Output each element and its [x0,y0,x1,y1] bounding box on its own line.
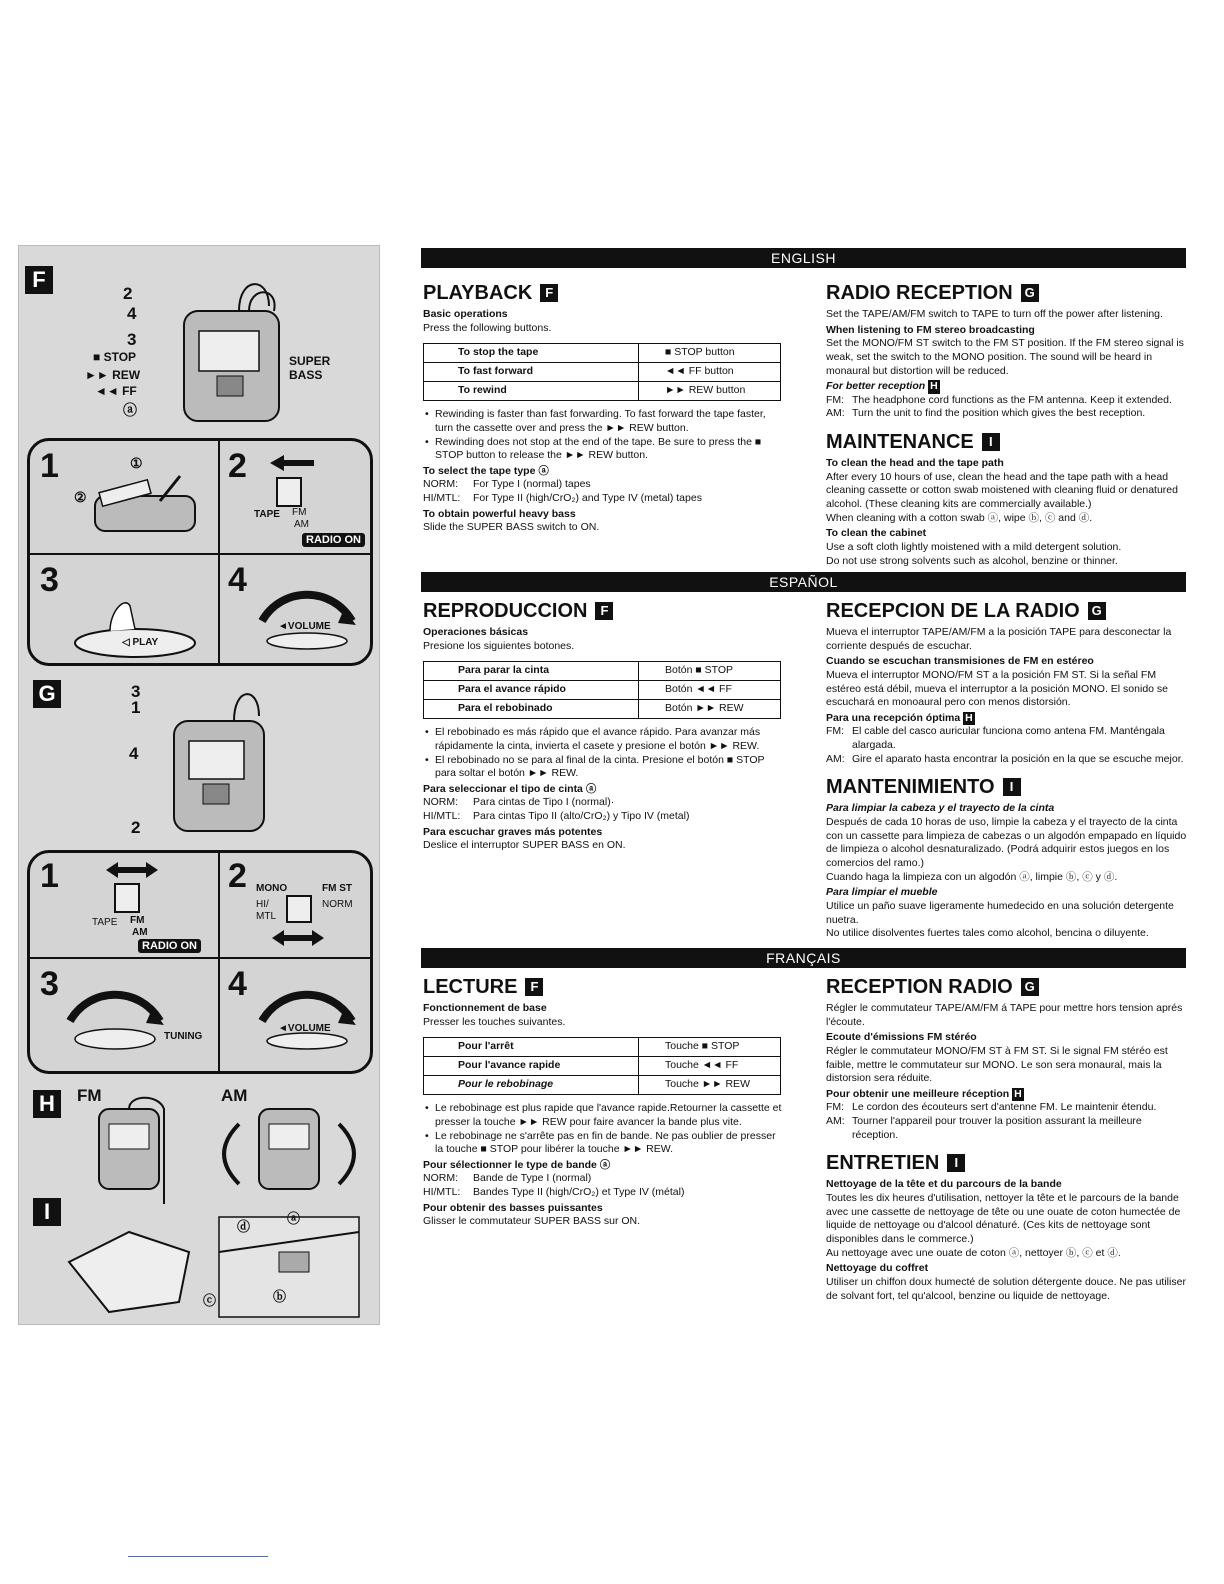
francais-playback: LECTURE F Fonctionnement de base Presser les touches suivantes. Pour l'arrêt Touche ■ STOP Pour l'avance rapide Touche ◄◄ FF Pour le rebobinage Touche ►► REW • Le rebobinage est plus rapide que l'avance rapide.Retourner la cassette et presser la touche ►► REW pour faire avancer la bande plus vite. • Le rebobinage ne s'arrête pas en fin de bande. Ne pas oublier de presser la touche ■ STOP pour libérer la touche ►► REW. Pour sélectionner le type de bande ⓐ NORM: Bande de Type I (normal) HI/MTL: Bandes Type II (high/CrO₂) et Type IV (métal) Pour obtenir des basses puissantes Glisser le commutateur SUPER BASS sur ON. [423,974,785,1229]
callout-3: 3 [127,330,137,349]
badge-g-icon: G [1021,284,1039,302]
figure-g-steps [27,850,373,1074]
radio-on-badge: RADIO ON [302,533,365,547]
table-row: Pour l'avance rapide Touche ◄◄ FF [424,1057,781,1076]
list-item: • Rewinding does not stop at the end of the tape. Be sure to press the ■ STOP button to release the ►► REW button. [423,436,785,463]
figure-f-badge: F [25,266,53,294]
bass-heading: To obtain powerful heavy bass [423,507,576,520]
figure-h-badge: H [33,1090,61,1118]
callout-4: 4 [127,304,137,323]
cassette-player-illustration [169,276,299,426]
am-label: AM [294,519,309,530]
callout-ff: ◄◄ FF [95,384,137,398]
list-item: • El rebobinado es más rápido que el avance rápido. Para avanzar más rápidamente la cinta, invierta el casete y presione el botón ►► REW. [423,726,785,753]
table-row: Para parar la cinta Botón ■ STOP [424,662,781,681]
table-row: Para el avance rápido Botón ◄◄ FF [424,681,781,700]
select-tape-heading: To select the tape type ⓐ [423,464,549,477]
play-button-illustration [70,591,200,661]
table-row: Para el rebobinado Botón ►► REW [424,700,781,719]
buttons-table [423,343,781,401]
basic-operations-heading: Basic operations [423,308,508,320]
g-switch-icon [114,883,140,913]
g-callout-2: 2 [131,818,141,837]
table-row: Pour le rebobinage Touche ►► REW [424,1076,781,1095]
espanol-playback: REPRODUCCION F Operaciones básicas Presione los siguientes botones. Para parar la cinta Botón ■ STOP Para el avance rápido Botón ◄◄ FF Para el rebobinado Botón ►► REW • El rebobinado es más rápido que el avance rápido. Para avanzar más rápidamente la cinta, invierta el casete y presione el botón ►► REW. • El rebobinado no se para al final de la cinta. Presione el botón ■ STOP para soltar el botón ►► REW. Para seleccionar el tipo de cinta ⓐ NORM: Para cintas de Tipo I (normal)· HI/MTL: Para cintas Tipo II (alto/CrO₂) y Tipo IV (metal) Para escuchar graves más potentes Deslice el interruptor SUPER BASS en ON. [423,598,785,853]
g-step-1: 1 [40,857,59,895]
g-step-3: 3 [40,965,59,1003]
badge-h-icon: H [965,711,973,724]
step-1: 1 [40,447,59,485]
callout-stop: ■ STOP [93,350,137,364]
figure-i-badge: I [33,1198,61,1226]
tuning-label: TUNING [164,1031,203,1042]
g-volume-label: ◄VOLUME [278,1023,331,1034]
list-item: • Le rebobinage ne s'arrête pas en fin de bande. Ne pas oublier de presser la touche ■ STOP pour libérer la touche ►► REW. [423,1130,785,1157]
volume-label: ◄VOLUME [278,621,331,632]
better-reception-heading: For better reception H [826,380,938,393]
press-text: Press the following buttons. [423,321,552,334]
english-playback: PLAYBACK F Basic operations Press the following buttons. To stop the tape ■ STOP button To fast forward ◄◄ FF button To rewind ►► REW button • Rewinding is faster than fast forwarding. To fast forward the tape faster, turn the cassette over and press the ►► REW button. • Rewinding does not stop at the end of the tape. Be sure to press the ■ STOP button to release the ►► REW button. To select the tape type ⓐ NORM: For Type I (normal) tapes HI/MTL: For Type II (high/CrO₂) and Type IV (metal) tapes To obtain powerful heavy bass Slide the SUPER BASS switch to ON. [423,280,785,535]
norm-label: NORM [322,899,353,910]
francais-radio: RECEPTION RADIO G Régler le commutateur TAPE/AM/FM á TAPE pour mettre hors tension aprés l'écoute. Ecoute d'émissions FM stéréo Régler le commutateur MONO/FM ST à FM ST. Si le signal FM stéréo est faible, mettre le commutateur sur MONO. Le son sera monaural, mais la distorsion sera réduite. Pour obtenir une meilleure réception H FM: Le cordon des écouteurs sert d'antenne FM. Le maintenir étendu. AM: Tourner l'appareil pour trouver la position assurant la meilleure réception. ENTRETIEN I Nettoyage de la tête et du parcours de la bande Toutes les dix heures d'utilisation, nettoyer la tête et le parcours de la bande avec une cassette de nettoyage de tête ou une ouate de coton humectée de liquide de nettoyage ou d'alcool dénaturé. (Ces kits de nettoyage sont disponibles dans le commerce.) Au nettoyage avec une ouate de coton ⓐ, nettoyer ⓑ, ⓒ et ⓓ. Nettoyage du coffret Utiliser un chiffon doux humecté de solution détergente douce. Ne pas utiliser de solvant fort, tel qu'alcool, benzine ou liquide de nettoyage. [826,976,1186,1302]
h-fm-label: FM [77,1086,102,1105]
g-callout-1: 1 [131,698,141,717]
badge-i-icon: I [982,433,1000,451]
francais-bar: FRANÇAIS [421,948,1186,968]
play-label: ◁ PLAY [122,637,159,648]
i-mark-a: ⓐ [287,1211,301,1226]
mono-label: MONO [256,883,288,894]
figure-g-badge: G [33,680,61,708]
mark-1: ① [130,455,143,471]
table-row: To rewind ►► REW button [424,382,781,401]
step-3: 3 [40,561,59,599]
g-callout-4: 4 [129,744,139,763]
g-callout-3: 3 [131,682,141,701]
badge-f-icon: F [525,978,543,996]
tape-label: TAPE [254,509,280,520]
g-step-2: 2 [228,857,247,895]
cassette-insert-illustration [85,471,205,541]
list-item: • Le rebobinage est plus rapide que l'avance rapide.Retourner la cassette et presser la touche ►► REW pour faire avancer la bande plus vite. [423,1102,785,1129]
badge-g-icon: G [1021,978,1039,996]
espanol-radio: RECEPCION DE LA RADIO G Mueva el interruptor TAPE/AM/FM a la posición TAPE para desconectar la corriente después de escuchar. Cuando se escuchan transmisiones de FM en estéreo Mueva el interruptor MONO/FM ST a la posición FM ST. Si la señal FM estéreo está débil, mueva el interruptor a la posición MONO. El sonido se escuchará en monoaural pero con menos distorsión. Para una recepción óptima H FM: El cable del casco auricular funciona como antena FM. Manténgala alargada. AM: Gire el aparato hasta encontrar la posición en la que se escuche mejor. MANTENIMIENTO I Para limpiar la cabeza y el trayecto de la cinta Después de cada 10 horas de uso, limpie la cabeza y el trayecto de la cinta con un cassette para limpieza de cabezas o un algodón empapado en líquido de limpieza o alcohol desnaturalizado. (Podrá adquirir estos juegos en los comercios del ramo.) Cuando haga la limpieza con un algodón ⓐ, limpie ⓑ, ⓒ y ⓓ. Para limpiar el mueble Utilice un paño suave ligeramente humedecido en una solución detergente nuetra. No utilice disolventes fuertes tales como alcohol, bencina o diluyente. [826,600,1187,940]
arrow-left-icon [268,453,318,473]
buttons-table [423,661,781,719]
g-double-arrow-icon [270,929,326,947]
i-mark-d: ⓓ [237,1219,251,1234]
callout-2: 2 [123,284,133,303]
g-step-4: 4 [228,965,247,1003]
table-row: To fast forward ◄◄ FF button [424,363,781,382]
badge-h-icon: H [930,380,938,393]
g-fm-label: FM [130,915,145,926]
english-radio: RADIO RECEPTION G Set the TAPE/AM/FM switch to TAPE to turn off the power after listening. When listening to FM stereo broadcasting Set the MONO/FM ST switch to the FM ST position. If the FM stereo signal is weak, set the switch to the MONO position. The sound will be heard in monaural but distortion will be reduced. For better reception H FM: The headphone cord functions as the FM antenna. Keep it extended. AM: Turn the unit to find the position which gives the best reception. MAINTENANCE I To clean the head and the tape path After every 10 hours of use, clean the head and the tape path with a head cleaning cassette or cotton swab moistened with cleaning fluid or denatured alcohol. (These cleaning kits are commercially available.) When cleaning with a cotton swab ⓐ, wipe ⓑ, ⓒ and ⓓ. To clean the cabinet Use a soft cloth lightly moistened with a mild detergent solution. Do not use strong solvents such as alcohol, benzine or thinner. [826,280,1188,568]
badge-h-icon: H [1014,1087,1022,1100]
callout-a: ⓐ [123,402,137,418]
i-mark-c: ⓒ [203,1293,217,1308]
list-item: • Rewinding is faster than fast forwarding. To fast forward the tape faster, turn the cassette over and press the ►► REW button. [423,408,785,435]
step-2: 2 [228,447,247,485]
double-arrow-icon [104,861,160,879]
footer-rule [128,1556,268,1557]
maintenance-title: MAINTENANCE I [826,429,1188,455]
i-mark-b: ⓑ [273,1289,287,1304]
g-tape-label: TAPE [92,917,118,928]
volume-dial-illustration [252,581,362,651]
radio-title: RADIO RECEPTION G [826,280,1188,306]
espanol-bar: ESPAÑOL [421,572,1186,592]
english-bar: ENGLISH [421,248,1186,268]
cassette-player-g-illustration [159,676,289,836]
mtl-label: MTL [256,911,276,922]
badge-i-icon: I [947,1154,965,1172]
badge-g-icon: G [1088,602,1106,620]
g-am-label: AM [132,927,148,938]
mark-2: ② [74,489,87,505]
table-row: To stop the tape ■ STOP button [424,344,781,363]
g-radio-on-badge: RADIO ON [138,939,201,953]
h-am-label: AM [221,1086,248,1105]
switch-icon [276,477,302,507]
step-4: 4 [228,561,247,599]
callout-rew: ►► REW [85,368,141,382]
mono-switch-icon [286,895,312,923]
hi-label: HI/ [256,899,269,910]
tuning-dial-illustration [60,981,170,1051]
g-volume-dial-illustration [252,981,362,1051]
callout-super-bass: SUPER BASS [289,354,331,382]
fm-label: FM [292,507,307,518]
badge-f-icon: F [595,602,613,620]
illustration-column [18,245,380,1325]
badge-i-icon: I [1003,778,1021,796]
badge-f-icon: F [540,284,558,302]
playback-title: PLAYBACK F [423,280,785,306]
buttons-table [423,1037,781,1095]
antenna-illustration [89,1094,369,1204]
table-row: Pour l'arrêt Touche ■ STOP [424,1038,781,1057]
figure-f-steps [27,438,373,666]
fmst-label: FM ST [322,883,352,894]
list-item: • El rebobinado no se para al final de la cinta. Presione el botón ■ STOP para soltar el botón ►► REW. [423,754,785,781]
